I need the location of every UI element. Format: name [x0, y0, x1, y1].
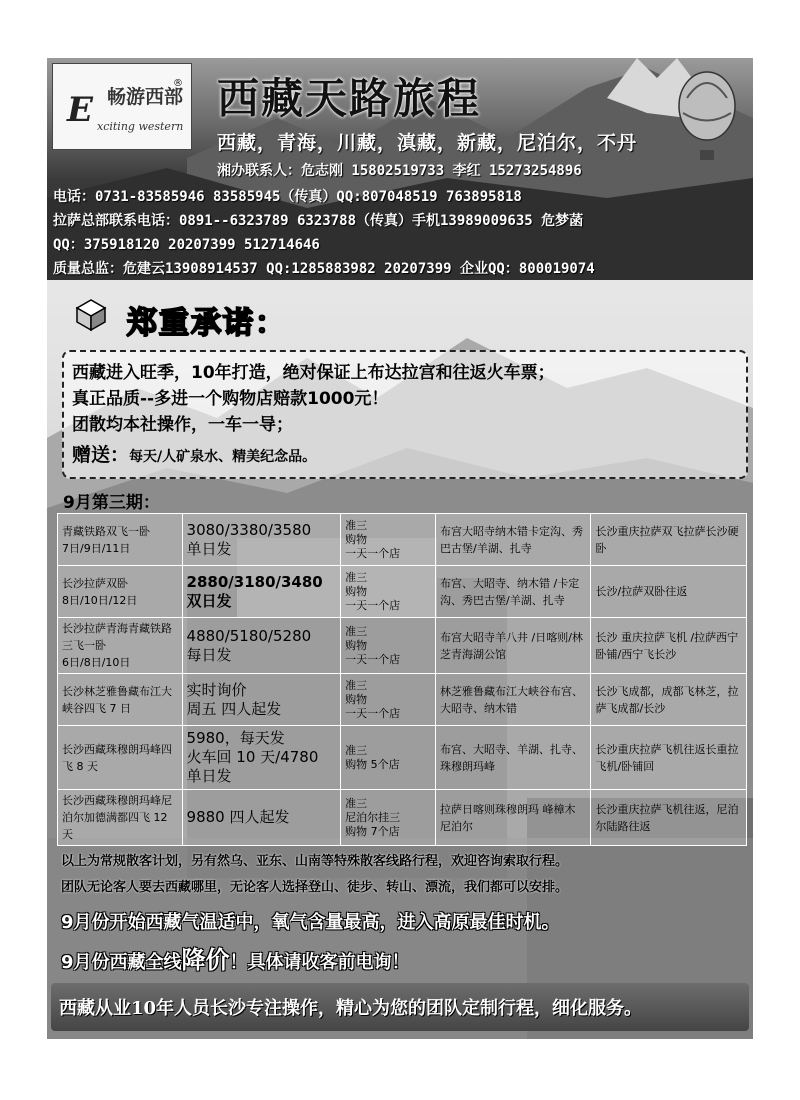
table-row [58, 566, 747, 618]
route-name-cell [58, 674, 183, 726]
footer-slogan: 西藏从业10年人员长沙专注操作，精心为您的团队定制行程，细化服务。 [59, 998, 643, 1019]
cube-icon [67, 294, 115, 334]
sights-cell: 布宫、大昭寺、纳木错 /卡定沟、秀巴古堡/羊湖、扎寺 [436, 566, 591, 618]
note-line: 以上为常规散客计划，另有然乌、亚东、山南等特殊散客线路行程，欢迎咨询索取行程。 [61, 854, 569, 869]
highlight-text: ！具体请收客前电询！ [229, 952, 410, 973]
phase-heading: 9月第三期： [63, 493, 160, 513]
route-price: 5980，每天发 [186, 729, 285, 747]
price-cell [182, 618, 341, 674]
route-dates: 6日/8日/10日 [62, 656, 131, 669]
departure-schedule: 周五 四人起发 [186, 699, 282, 718]
shop-info: 准三 [345, 518, 368, 532]
shopping-cell [341, 618, 436, 674]
shop-info: 一天一个店 [345, 546, 401, 560]
price-cell [182, 790, 341, 846]
routes-table [57, 513, 747, 846]
gift-line [72, 440, 316, 467]
shop-info: 准三 [345, 743, 368, 757]
route-price: 实时询价 [186, 680, 247, 699]
page-title: 西藏天路旅程 [217, 74, 482, 123]
route-name-cell [58, 566, 183, 618]
highlight-text: 9月份西藏全线 [61, 952, 182, 973]
route-name: 青藏铁路双飞一卧 [62, 524, 150, 538]
destinations-subtitle: 西藏，青海，川藏，滇藏，新藏，尼泊尔，不丹 [217, 132, 638, 154]
promise-box [62, 350, 748, 479]
shopping-cell [341, 674, 436, 726]
transport-cell: 长沙重庆拉萨飞机往返长重拉飞机/卧铺回 [591, 726, 747, 790]
shop-info: 准三 [345, 678, 368, 692]
contact-line: 拉萨总部联系电话：0891--6323789 6323788（传真）手机13989009635 危梦菡 [53, 213, 584, 229]
price-drop-line [61, 940, 410, 975]
flyer [47, 58, 753, 1039]
departure-schedule: 火车回 10 天/4780 单日发 [186, 748, 319, 785]
shop-info: 一天一个店 [345, 598, 401, 612]
registered-mark: ® [173, 78, 183, 89]
table-row [58, 514, 747, 566]
shop-info: 购物 [345, 584, 368, 598]
shopping-cell [341, 514, 436, 566]
table-row [58, 726, 747, 790]
route-price: 9880 四人起发 [186, 808, 290, 826]
route-price: 4880/5180/5280 [186, 626, 312, 645]
gift-text: 每天/人矿泉水、精美纪念品。 [129, 449, 317, 465]
shop-info: 购物 5个店 [345, 757, 400, 771]
shop-info: 准三 [345, 570, 368, 584]
shop-info: 一天一个店 [345, 652, 401, 666]
transport-cell: 长沙飞成都，成都飞林芝，拉萨飞成都/长沙 [591, 674, 747, 726]
transport-cell: 长沙重庆拉萨飞机往返，尼泊尔陆路往返 [591, 790, 747, 846]
shopping-cell [341, 726, 436, 790]
route-name: 长沙拉萨双卧 [62, 576, 128, 590]
table-row [58, 790, 747, 846]
route-name: 长沙西藏珠穆朗玛峰尼泊尔加德满都四飞 12 天 [62, 794, 172, 841]
route-name-cell [58, 618, 183, 674]
departure-schedule: 单日发 [186, 539, 232, 558]
promise-title: 郑重承诺： [127, 306, 287, 341]
highlight-line: 9月份开始西藏气温适中，氧气含量最高，进入高原最佳时机。 [61, 912, 560, 933]
price-cell [182, 514, 341, 566]
logo-english-name: xciting western [97, 120, 184, 133]
route-name-cell [58, 726, 183, 790]
shop-info: 准三 [345, 624, 368, 638]
contact-line: 质量总监：危建云13908914537 QQ:1285883982 20207399 企业QQ：800019074 [53, 261, 595, 277]
contact-line: 湘办联系人：危志刚 15802519733 李红 15273254896 [217, 163, 582, 179]
shop-info: 一天一个店 [345, 706, 401, 720]
route-price: 3080/3380/3580 [186, 520, 312, 539]
departure-schedule: 每日发 [186, 645, 232, 664]
sights-cell: 林芝雅鲁藏布江大峡谷布宫、大昭寺、纳木错 [436, 674, 591, 726]
shop-info: 购物 [345, 532, 368, 546]
gift-label: 赠送： [72, 444, 130, 466]
route-dates: 8日/10日/12日 [62, 593, 138, 607]
route-dates: 7日/9日/11日 [62, 541, 131, 555]
contact-line: QQ：375918120 20207399 512714646 [53, 237, 320, 253]
logo-chinese-name: 畅游西部 [107, 86, 184, 108]
shopping-cell [341, 790, 436, 846]
shop-info: 准三 [345, 796, 368, 810]
contact-line: 电话：0731-83585946 83585945（传真）QQ:807048519 763895818 [53, 189, 522, 205]
shop-info: 购物 7个店 [345, 824, 400, 838]
sights-cell: 布宫大昭寺纳木错卡定沟、秀巴古堡/羊湖、扎寺 [436, 514, 591, 566]
header-banner [47, 58, 753, 280]
route-name: 长沙西藏珠穆朗玛峰四飞 8 天 [62, 742, 172, 773]
transport-cell: 长沙 重庆拉萨飞机 /拉萨西宁卧铺/西宁飞长沙 [591, 618, 747, 674]
note-line: 团队无论客人要去西藏哪里，无论客人选择登山、徒步、转山、漂流，我们都可以安排。 [61, 880, 569, 895]
table-row [58, 674, 747, 726]
shopping-cell [341, 566, 436, 618]
shop-info: 购物 [345, 692, 368, 706]
promise-line: 真正品质--多进一个购物店赔款1000元！ [72, 389, 389, 409]
sights-cell: 拉萨日喀则珠穆朗玛 峰樟木尼泊尔 [436, 790, 591, 846]
departure-schedule: 双日发 [186, 591, 232, 610]
shop-info: 购物 [345, 638, 368, 652]
price-cell [182, 674, 341, 726]
route-name-cell [58, 514, 183, 566]
transport-cell: 长沙/拉萨双卧往返 [591, 566, 747, 618]
price-drop-emphasis: 降价 [181, 946, 230, 974]
table-row [58, 618, 747, 674]
route-price: 2880/3180/3480 [186, 572, 323, 591]
shop-info: 尼泊尔挂三 [345, 810, 401, 824]
promise-line: 西藏进入旺季，10年打造，绝对保证上布达拉宫和往返火车票； [72, 363, 555, 383]
company-logo [52, 63, 192, 150]
price-cell [182, 726, 341, 790]
sights-cell: 布宫大昭寺羊八井 /日喀则/林芝青海湖公馆 [436, 618, 591, 674]
transport-cell: 长沙重庆拉萨双飞拉萨长沙硬卧 [591, 514, 747, 566]
price-cell [182, 566, 341, 618]
route-name: 长沙拉萨青海青藏铁路三飞一卧 [62, 622, 172, 652]
sights-cell: 布宫、大昭寺、羊湖、扎寺、珠穆朗玛峰 [436, 726, 591, 790]
route-name: 长沙林芝雅鲁藏布江大峡谷四飞 7 日 [62, 684, 172, 715]
logo-letter: E [67, 90, 93, 130]
promise-line: 团散均本社操作，一车一导； [72, 415, 293, 435]
route-name-cell [58, 790, 183, 846]
